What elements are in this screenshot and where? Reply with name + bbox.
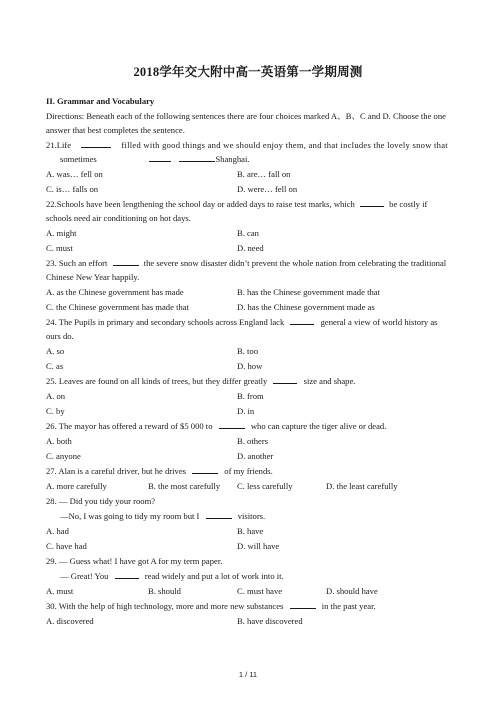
question-22-option-c: C. must (46, 243, 73, 253)
question-25-option-c: C. by (46, 406, 65, 416)
answer-blank (290, 599, 316, 609)
directions-line-2: answer that best completes the sentence. (46, 125, 185, 135)
question-28-option-c: C. have had (46, 541, 87, 551)
answer-blank (179, 152, 215, 162)
question-26-option-a: A. both (46, 436, 72, 446)
question-22-stem-line-2: schools need air conditioning on hot days. (46, 213, 191, 223)
question-22-stem-line-1 (46, 197, 427, 211)
question-23-stem-part-1: 23. Such an effort (46, 258, 108, 268)
question-30-stem-part-1: 30. With the help of high technology, more and more new substances (46, 601, 284, 611)
question-24-stem-part-1: 24. The Pupils in primary and secondary schools across England lack (46, 317, 285, 327)
answer-blank (290, 315, 314, 325)
question-29-option-b: B. should (148, 586, 181, 596)
question-23-option-b: B. has the Chinese government made that (237, 287, 380, 297)
question-21-stem-part-2: filled with good things and we should enjoy them, and that includes the lovely snow that (121, 140, 448, 150)
question-22-option-b: B. can (237, 228, 259, 238)
question-28-stem-part-2: visitors. (237, 511, 266, 521)
question-27-stem-part-1: 27. Alan is a careful driver, but he drives (46, 466, 186, 476)
question-24-stem-line-2: ours do. (46, 331, 74, 341)
question-28-stem-line-1: 28. — Did you tidy your room? (46, 496, 156, 506)
question-26-option-b: B. others (237, 436, 269, 446)
question-21-option-b: B. are… fall on (237, 169, 291, 179)
question-30-option-b: B. have discovered (237, 616, 303, 626)
answer-blank (206, 509, 232, 519)
question-27-stem-part-2: of my friends. (224, 466, 273, 476)
question-26-option-c: C. anyone (46, 451, 81, 461)
question-24-option-b: B. too (237, 346, 259, 356)
question-29-stem-line-2 (46, 569, 284, 583)
question-24-option-c: C. as (46, 361, 64, 371)
question-25-stem-part-2: size and shape. (303, 376, 356, 386)
question-25-option-a: A. on (46, 391, 66, 401)
answer-blank (113, 256, 139, 266)
answer-blank (81, 138, 111, 148)
question-23-stem-part-2: the severe snow disaster didn’t prevent the whole nation from celebrating the traditional (143, 258, 447, 268)
question-22-stem-part-1: 22.Schools have been lengthening the school day or added days to raise test marks, which (46, 199, 355, 209)
question-27-option-c: C. less carefully (237, 481, 293, 491)
question-28-option-b: B. have (237, 526, 264, 536)
question-29-stem-part-1: — Great! You (60, 571, 109, 581)
directions-line-1: Directions: Beneath each of the following sentences there are four choices marked A、B、C and D. Choose the one (46, 111, 446, 121)
question-27-option-d: D. the least carefully (326, 481, 398, 491)
question-21-stem-line-1 (46, 138, 452, 152)
page-number: 1 / 11 (238, 670, 258, 679)
question-25-stem (46, 374, 355, 388)
question-28-stem-line-2 (46, 509, 265, 523)
question-30-option-a: A. discovered (46, 616, 94, 626)
question-22-option-d: D. need (237, 243, 264, 253)
question-29-option-a: A. must (46, 586, 74, 596)
question-28-option-d: D. will have (237, 541, 280, 551)
question-21-stem-part-4: Shanghai. (215, 154, 250, 164)
question-28-option-a: A. had (46, 526, 69, 536)
answer-blank (273, 374, 297, 384)
question-28-stem-part-1: —No, I was going to tidy my room but I (60, 511, 200, 521)
question-21-option-d: D. were… fell on (237, 184, 298, 194)
answer-blank (192, 464, 218, 474)
question-21-option-c: C. is… falls on (46, 184, 99, 194)
answer-blank (360, 197, 384, 207)
question-26-stem-part-2: who can capture the tiger alive or dead. (250, 421, 387, 431)
question-23-option-a: A. as the Chinese government has made (46, 287, 184, 297)
question-23-option-c: C. the Chinese government has made that (46, 302, 189, 312)
question-27-stem (46, 464, 273, 478)
question-25-option-b: B. from (237, 391, 264, 401)
question-22-option-a: A. might (46, 228, 77, 238)
question-24-option-d: D. how (237, 361, 263, 371)
answer-blank (149, 152, 171, 162)
section-heading: II. Grammar and Vocabulary (46, 96, 155, 106)
question-24-option-a: A. so (46, 346, 65, 356)
question-23-stem-line-2: Chinese New Year happily. (46, 272, 140, 282)
question-25-option-d: D. in (237, 406, 255, 416)
question-30-stem-part-2: in the past year. (321, 601, 376, 611)
question-26-stem-part-1: 26. The mayor has offered a reward of $5 000 to (46, 421, 213, 431)
question-29-option-c: C. must have (237, 586, 283, 596)
question-26-stem (46, 419, 386, 433)
question-21-option-a: A. was… fell on (46, 169, 103, 179)
question-23-stem-line-1 (46, 256, 446, 270)
question-22-stem-part-2: be costly if (389, 199, 428, 209)
question-21-stem-part-3: sometimes (60, 154, 97, 164)
question-27-option-b: B. the most carefully (148, 481, 221, 491)
question-29-stem-line-1: 29. — Guess what! I have got A for my term paper. (46, 556, 223, 566)
question-27-option-a: A. more carefully (46, 481, 107, 491)
question-24-stem-line-1 (46, 315, 438, 329)
question-23-option-d: D. has the Chinese government made as (237, 302, 375, 312)
question-30-stem (46, 599, 376, 613)
question-24-stem-part-2: general a view of world history as (320, 317, 438, 327)
question-29-stem-part-2: read widely and put a lot of work into it. (144, 571, 284, 581)
question-21-stem-part-1: 21.Life (46, 140, 72, 150)
page-title: 2018学年交大附中高一英语第一学期周测 (133, 65, 363, 79)
question-29-option-d: D. should have (326, 586, 378, 596)
answer-blank (219, 419, 245, 429)
question-25-stem-part-1: 25. Leaves are found on all kinds of trees, but they differ greatly (46, 376, 268, 386)
question-26-option-d: D. another (237, 451, 274, 461)
answer-blank (115, 569, 139, 579)
question-21-stem-line-2 (46, 152, 250, 166)
